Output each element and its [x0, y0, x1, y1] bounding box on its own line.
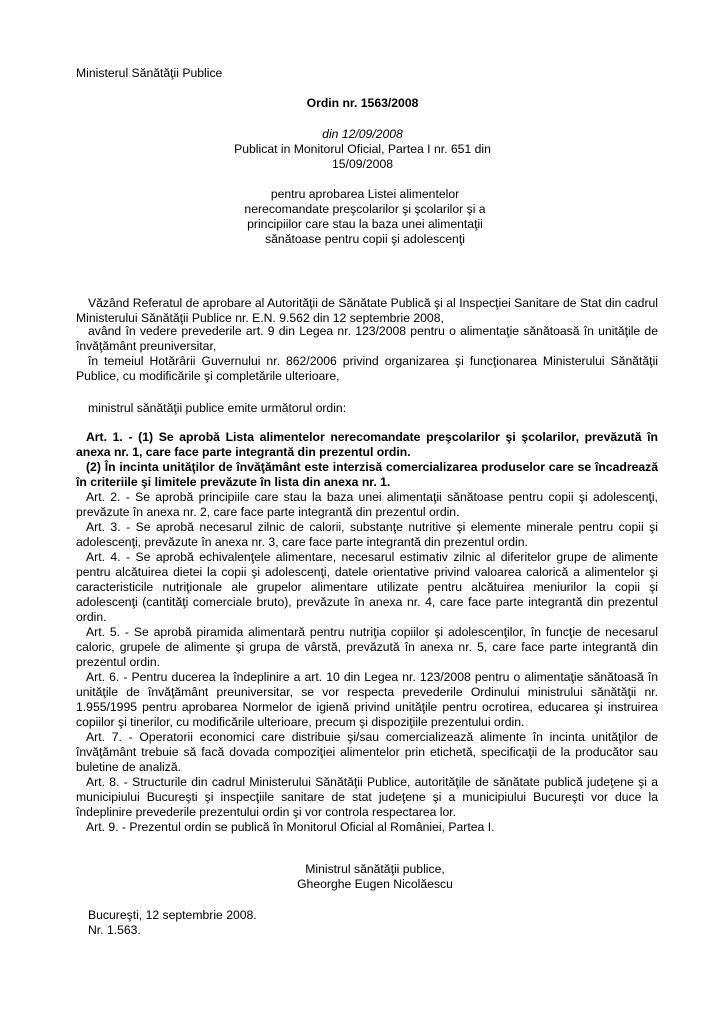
publication-line-1: Publicat in Monitorul Oficial, Partea I nr. 651 din: [234, 142, 491, 156]
signature-role: Ministrul sănătăţii publice,: [305, 862, 445, 876]
articles-section: [76, 430, 658, 835]
signature-name: Gheorghe Eugen Nicolăescu: [297, 877, 453, 891]
footer-block: [88, 908, 257, 938]
signature-block: [200, 862, 550, 892]
preamble-avand: având în vedere prevederile art. 9 din Legea nr. 123/2008 pentru o alimentaţie sănătoasă în unităţile de învăţământ preuniversitar,: [76, 324, 658, 353]
preamble-vazand: Văzând Referatul de aprobare al Autorităţii de Sănătate Publică şi al Inspecţiei Sanitare de Stat din cadrul Ministerului Sănătăţii Publice nr. E.N. 9.562 din 12 septembrie 2008,: [76, 296, 658, 325]
article-1-paragraph-1: Art. 1. - (1) Se aprobă Lista alimentelor nerecomandate preşcolarilor şi şcolarilor, prevăzută în anexa nr. 1, care face parte integrantă din prezentul ordin.: [76, 430, 658, 459]
order-title: Ordin nr. 1563/2008: [306, 96, 419, 110]
order-date: din 12/09/2008: [322, 127, 403, 141]
article-5: Art. 5. - Se aprobă piramida alimentară pentru nutriţia copiilor şi adolescenţilor, în funcţie de necesarul caloric, grupele de alimente şi grupa de vârstă, prevăzută în anexa nr. 5, care face parte integrantă din prezentul ordin.: [76, 625, 658, 669]
footer-place-date: Bucureşti, 12 septembrie 2008.: [88, 908, 257, 922]
article-6: Art. 6. - Pentru ducerea la îndeplinire a art. 10 din Legea nr. 123/2008 pentru o alimentaţie sănătoasă în unităţile de învăţământ preuniversitar, se vor respecta prevederile Ordinului ministrului sănătăţii nr. 1.955/1995 pentru aprobarea Normelor de igienă privind unităţile pentru ocrotirea, educarea şi instruirea copiilor şi tinerilor, cu modificările ulterioare, precum şi dispoziţiile prezentului ordin.: [76, 670, 658, 729]
article-1-paragraph-2: (2) În incinta unităţilor de învăţământ este interzisă comercializarea produselor care se încadrează în criteriile şi limitele prevăzute în lista din anexa nr. 1.: [76, 460, 658, 489]
article-3: Art. 3. - Se aprobă necesarul zilnic de calorii, substanţe nutritive şi elemente minerale pentru copii şi adolescenţi, prevăzute în anexa nr. 3, care face parte integrantă din prezentul ordin.: [76, 520, 658, 549]
article-9: Art. 9. - Prezentul ordin se publică în Monitorul Oficial al României, Partea I.: [86, 820, 495, 834]
article-7: Art. 7. - Operatorii economici care distribuie şi/sau comercializează alimente în incinta unităţilor de învăţământ trebuie să facă dovada compoziţiei alimentelor prin etichetă, specificaţii de la producător sau buletine de analiză.: [76, 730, 658, 774]
order-subject: pentru aprobarea Listei alimentelor nerecomandate preşcolarilor şi şcolarilor şi a principiilor care stau la baza unei alimentaţii sănătoase pentru copii şi adolescenţi: [244, 187, 486, 246]
ministry-name: Ministerul Sănătăţii Publice: [76, 66, 223, 80]
article-4: Art. 4. - Se aprobă echivalenţele alimentare, necesarul estimativ zilnic al diferitelor grupe de alimente pentru alcătuirea dietei la copii şi adolescenţi, datele orientative privind valoarea calorică a alimentelor şi caracteristicile nutriţionale ale grupelor alimentare utilizate pentru alcătuirea meniurilor la copii şi adolescenţi (cantităţi comerciale bruto), prevăzute în anexa nr. 4, care face parte integrantă din prezentul ordin.: [76, 550, 658, 624]
article-2: Art. 2. - Se aprobă principiile care stau la baza unei alimentaţii sănătoase pentru copii şi adolescenţi, prevăzute în anexa nr. 2, care face parte integrantă din prezentul ordin.: [76, 490, 658, 519]
preamble-emite: ministrul sănătăţii publice emite următorul ordin:: [88, 401, 347, 415]
article-8: Art. 8. - Structurile din cadrul Ministerului Sănătăţii Publice, autorităţile de sănătate publică judeţene şi a municipiului Bucureşti şi inspecţiile sanitare de stat judeţene şi a municipiului Bucureşti vor duce la îndeplinire prevederile prezentului ordin şi vor controla respectarea lor.: [76, 775, 658, 819]
publication-line-2: 15/09/2008: [332, 157, 393, 171]
preamble-temeiul: în temeiul Hotărârii Guvernului nr. 862/2006 privind organizarea şi funcţionarea Ministerului Sănătăţii Publice, cu modificările şi completările ulterioare,: [76, 354, 658, 383]
footer-number: Nr. 1.563.: [88, 923, 141, 937]
